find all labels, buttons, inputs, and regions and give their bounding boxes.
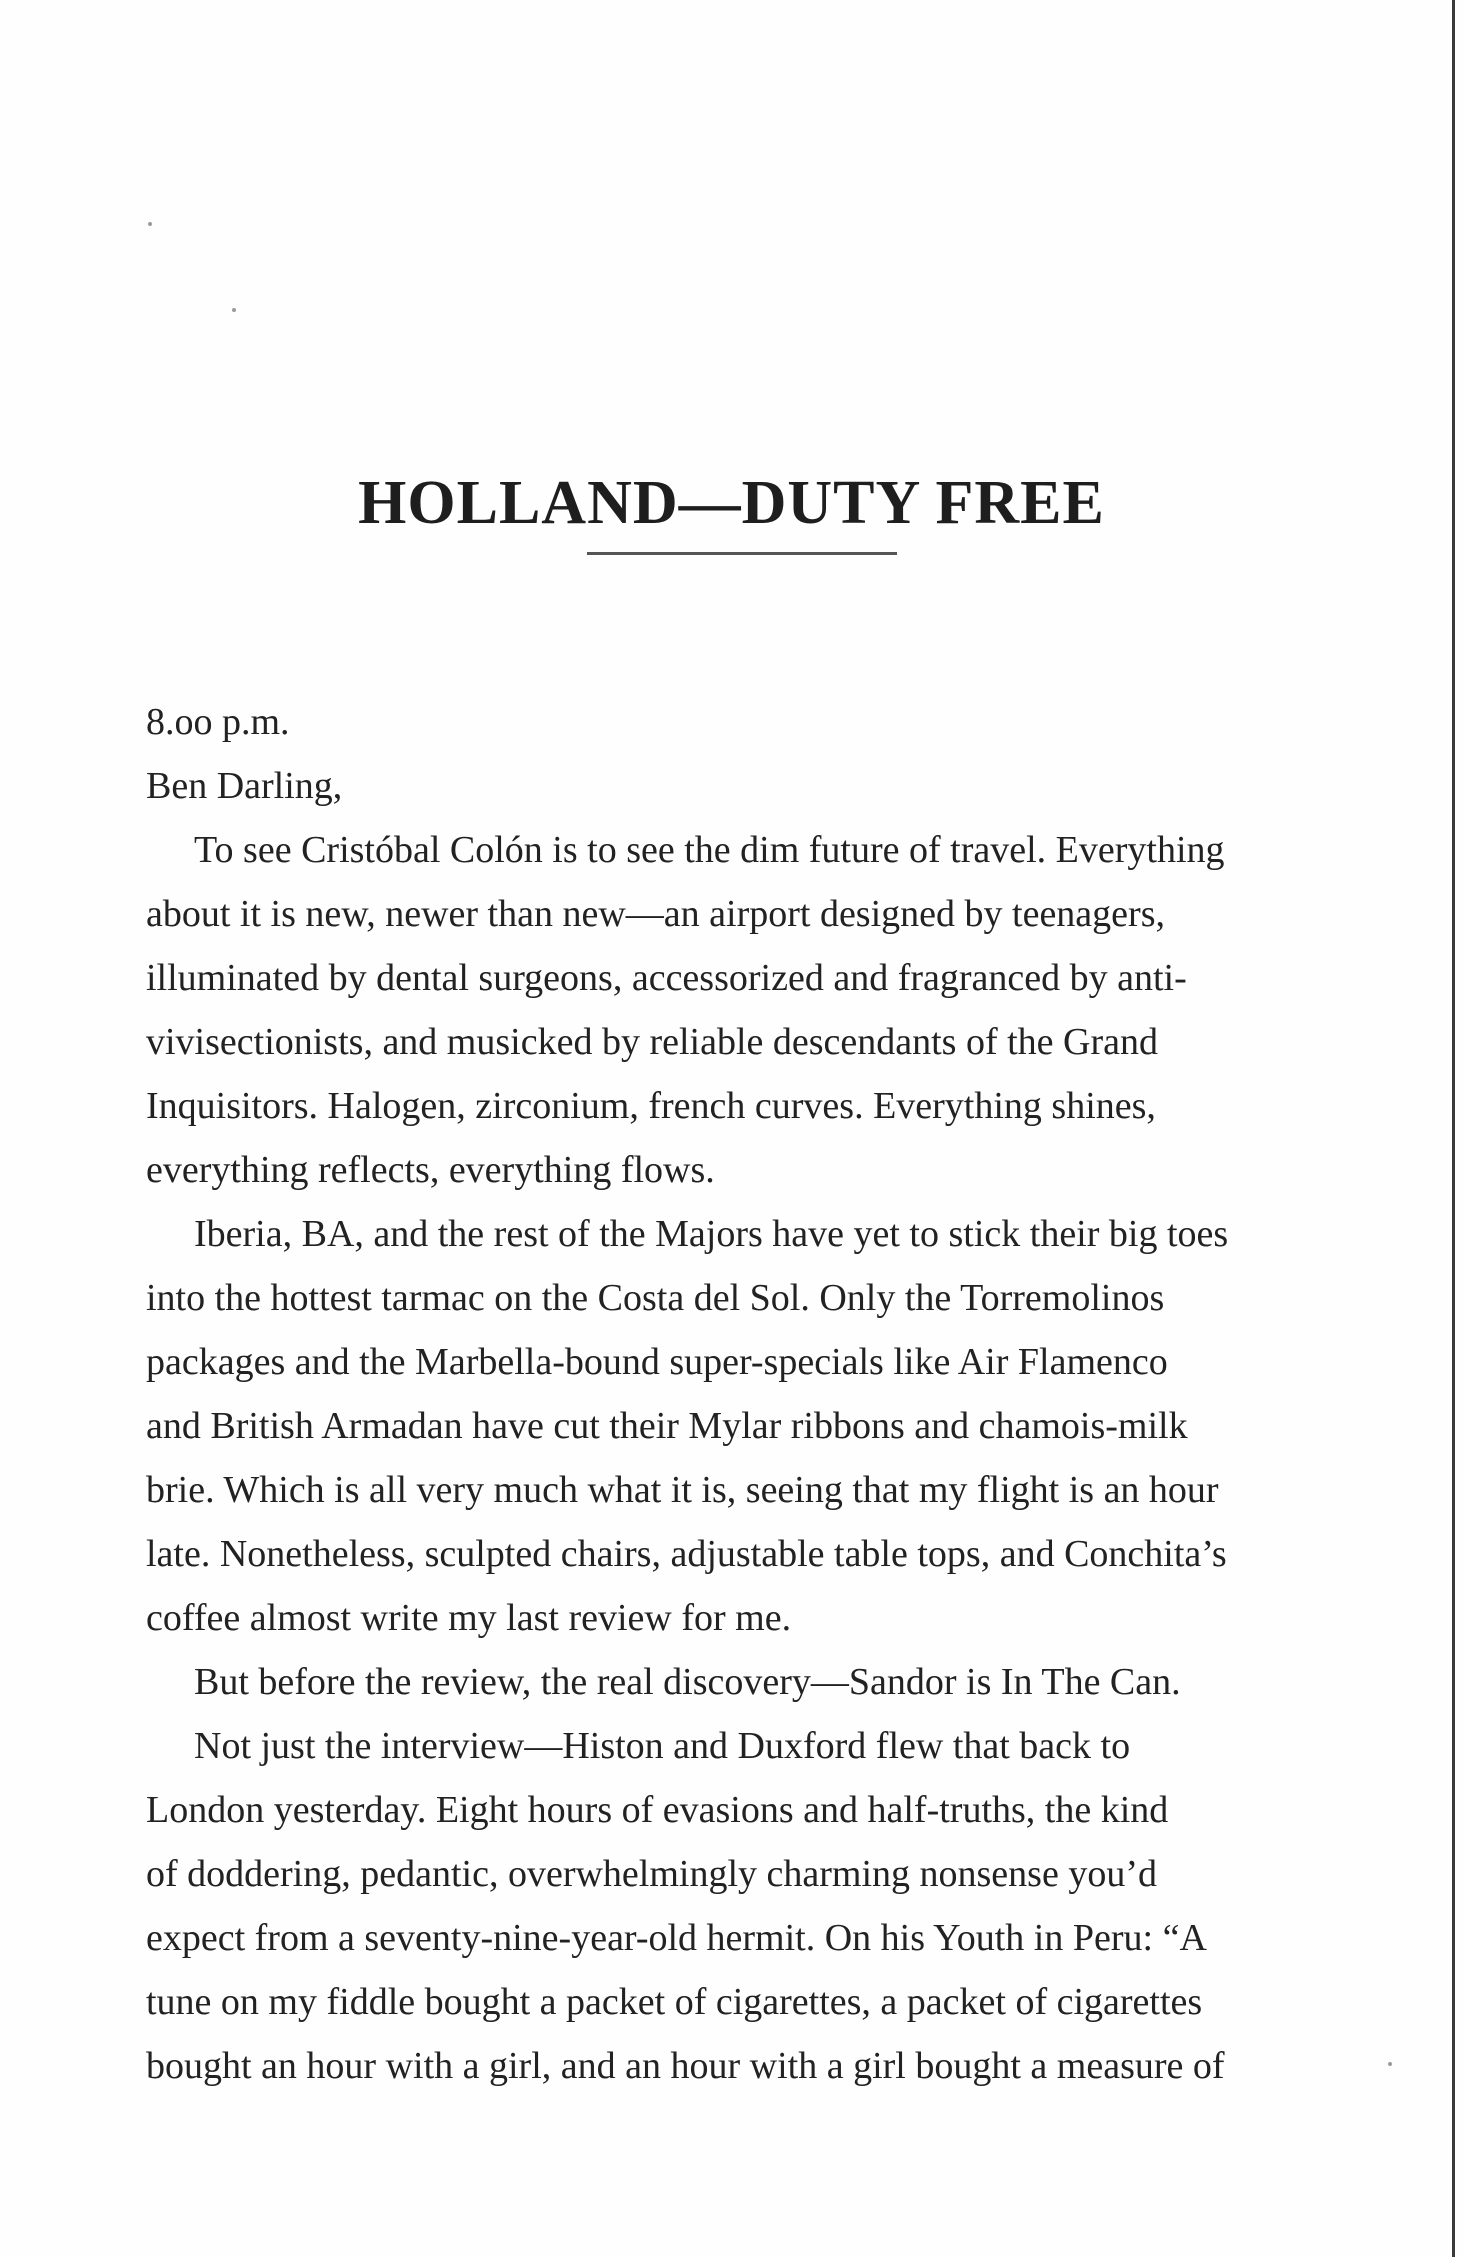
body-text-line: everything reflects, everything flows. — [146, 1149, 715, 1191]
body-text-line: brie. Which is all very much what it is, seeing that my flight is an hour — [146, 1469, 1219, 1511]
body-text-line: expect from a seventy-nine-year-old hermit. On his Youth in Peru: “A — [146, 1917, 1207, 1959]
body-text-line: packages and the Marbella-bound super-specials like Air Flamenco — [146, 1341, 1168, 1383]
body-text-line: Not just the interview—Histon and Duxford flew that back to — [194, 1725, 1131, 1767]
letter-time: 8.oo p.m. — [146, 701, 290, 743]
paper-speck — [148, 222, 152, 226]
body-text-line: coffee almost write my last review for me. — [146, 1597, 792, 1639]
body-text-line: of doddering, pedantic, overwhelmingly charming nonsense you’d — [146, 1853, 1157, 1895]
body-text-line: But before the review, the real discovery—Sandor is In The Can. — [194, 1661, 1181, 1703]
body-text-line: London yesterday. Eight hours of evasions and half-truths, the kind — [146, 1789, 1169, 1831]
body-text-line: illuminated by dental surgeons, accessorized and fragranced by anti- — [146, 957, 1187, 999]
page-edge-line — [1452, 0, 1455, 2257]
body-text-line: To see Cristóbal Colón is to see the dim future of travel. Everything — [194, 829, 1225, 871]
body-text-line: about it is new, newer than new—an airport designed by teenagers, — [146, 893, 1165, 935]
letter-salutation: Ben Darling, — [146, 765, 343, 807]
body-text-line: Inquisitors. Halogen, zirconium, french curves. Everything shines, — [146, 1085, 1156, 1127]
body-text-line: into the hottest tarmac on the Costa del Sol. Only the Torremolinos — [146, 1277, 1165, 1319]
body-text-line: vivisectionists, and musicked by reliable descendants of the Grand — [146, 1021, 1159, 1063]
paper-speck — [232, 308, 236, 312]
body-text-line: late. Nonetheless, sculpted chairs, adjustable table tops, and Conchita’s — [146, 1533, 1227, 1575]
letter-body — [146, 690, 1340, 2098]
body-text-line: and British Armadan have cut their Mylar ribbons and chamois-milk — [146, 1405, 1188, 1447]
chapter-title: HOLLAND—DUTY FREE — [358, 468, 1105, 537]
body-text-line: Iberia, BA, and the rest of the Majors have yet to stick their big toes — [194, 1213, 1229, 1255]
paper-speck — [1388, 2062, 1392, 2066]
body-text-line: bought an hour with a girl, and an hour with a girl bought a measure of — [146, 2045, 1225, 2087]
title-underline-rule — [587, 552, 897, 555]
body-text-line: tune on my fiddle bought a packet of cigarettes, a packet of cigarettes — [146, 1981, 1203, 2023]
